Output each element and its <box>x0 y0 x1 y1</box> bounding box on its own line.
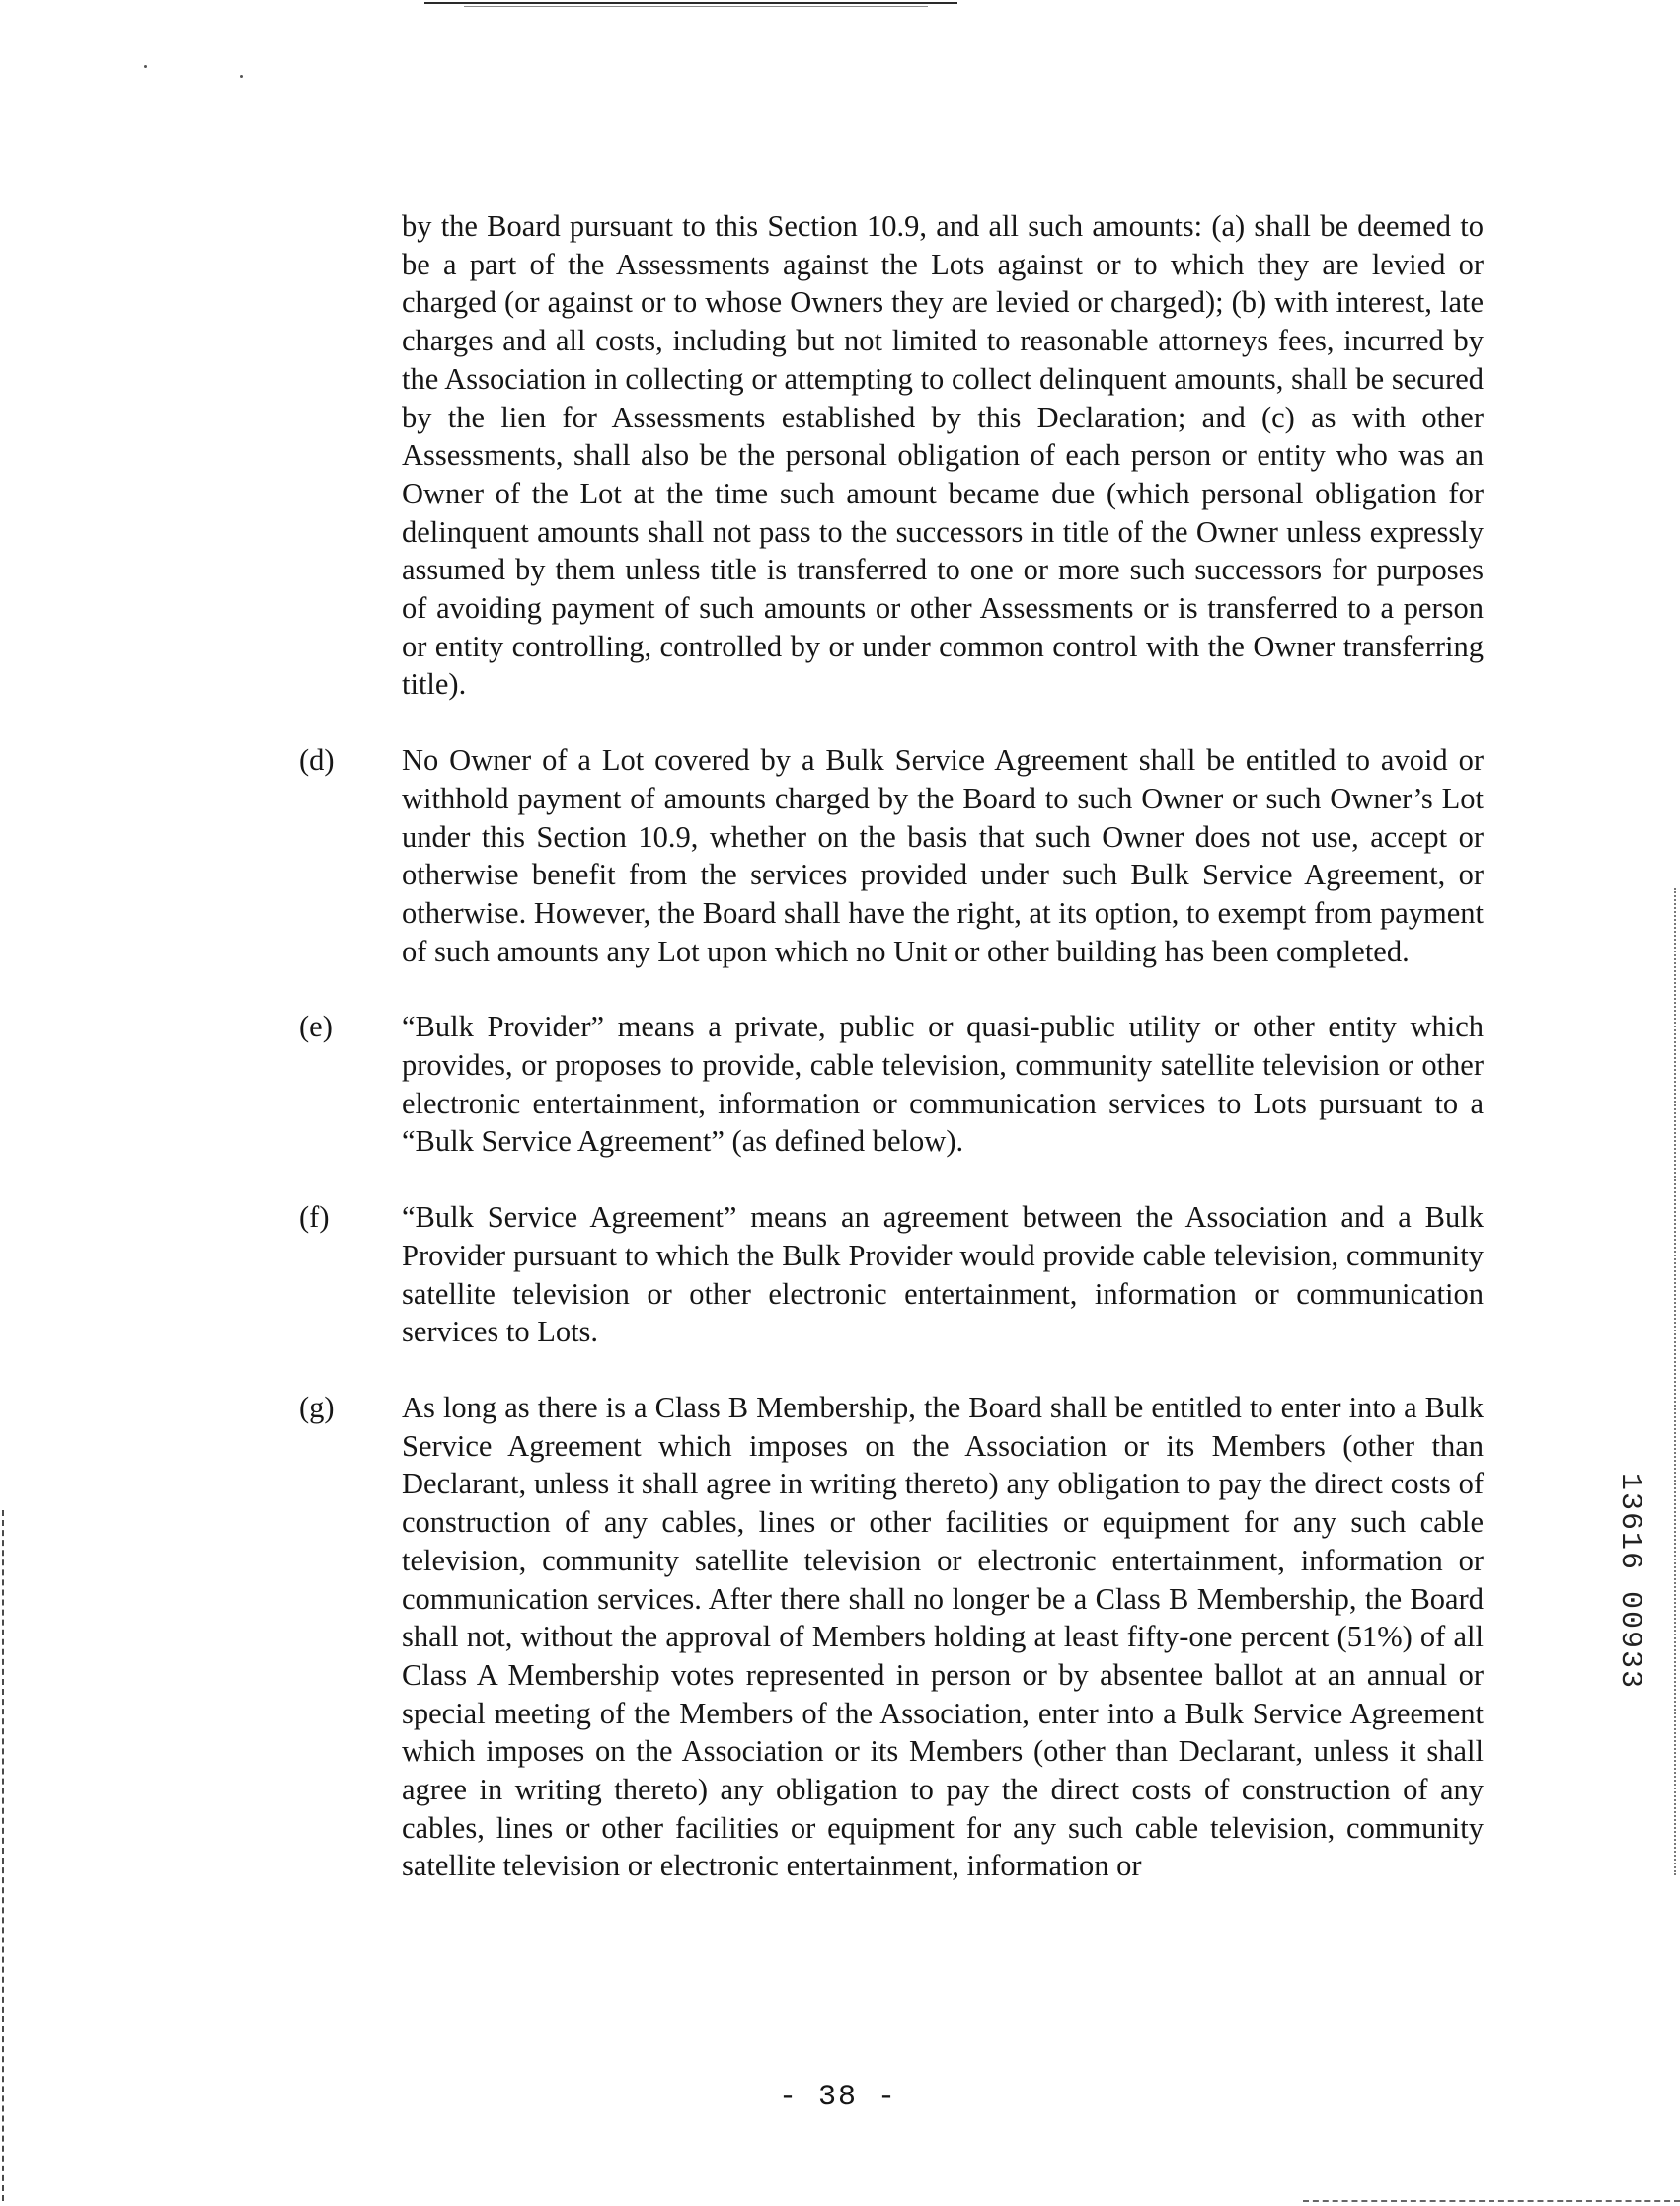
item-text: “Bulk Service Agreement” means an agreement between the Association and a Bulk Provider pursuant to which the Bulk Provider would provide cable television, community satellite television or other electronic entertainment, information or communication services to Lots. <box>402 1200 1484 1349</box>
item-text: As long as there is a Class B Membership, the Board shall be entitled to enter into a Bulk Service Agreement which imposes on the Association or its Members (other than Declarant, unless it shall agree in writing thereto) any obligation to pay the direct costs of construction of any cables, lines or other facilities or equipment for any such cable television, community satellite television or electronic entertainment, information or communication services. After there shall no longer be a Class B Membership, the Board shall not, without the approval of Members holding at least fifty-one percent (51%) of all Class A Membership votes represented in person or by absentee ballot at an annual or special meeting of the Members of the Association, enter into a Bulk Service Agreement which imposes on the Association or its Members (other than Declarant, unless it shall agree in writing thereto) any obligation to pay the direct costs of construction of any cables, lines or other facilities or equipment for any such cable television, community satellite television or electronic entertainment, information or <box>402 1390 1484 1883</box>
list-item-e <box>299 1008 1484 1161</box>
item-text: “Bulk Provider” means a private, public or quasi-public utility or other entity which provides, or proposes to provide, cable television, community satellite television or other electronic entertainment, information or communication services to Lots pursuant to a “Bulk Service Agreement” (as defined below). <box>402 1010 1484 1159</box>
margin-recording-stamp: 13616 00933 <box>1613 1473 1646 1691</box>
item-label: (e) <box>299 1010 333 1044</box>
list-item-f <box>299 1198 1484 1351</box>
item-text: No Owner of a Lot covered by a Bulk Service Agreement shall be entitled to avoid or withhold payment of amounts charged by the Board to such Owner or such Owner’s Lot under this Section 10.9, whether on the basis that such Owner does not use, accept or otherwise benefit from the services provided under such Bulk Service Agreement, or otherwise. However, the Board shall have the right, at its option, to exempt from payment of such amounts any Lot upon which no Unit or other building has been completed. <box>402 743 1484 968</box>
scan-artifact-bottom-line <box>1303 2200 1680 2203</box>
item-label: (d) <box>299 743 335 778</box>
scan-artifact-speck <box>144 65 147 68</box>
item-label: (f) <box>299 1200 330 1235</box>
document-body <box>299 207 1484 1885</box>
list-item-d <box>299 741 1484 970</box>
scan-artifact-top-line-thin <box>464 6 928 7</box>
scan-artifact-speck <box>240 75 243 78</box>
page-number: - 38 - <box>778 2081 898 2114</box>
scan-artifact-top-line <box>424 2 957 4</box>
list-item-g <box>299 1389 1484 1885</box>
item-label: (g) <box>299 1390 335 1424</box>
continuation-paragraph: by the Board pursuant to this Section 10.9, and all such amounts: (a) shall be deemed to be a part of the Assessments against the Lots against or to which they are levied or charged (or against or to whose Owners they are levied or charged); (b) with interest, late charges and all costs, including but not limited to reasonable attorneys fees, incurred by the Association in collecting or attempting to collect delinquent amounts, shall be secured by the lien for Assessments established by this Declaration; and (c) as with other Assessments, shall also be the personal obligation of each person or entity who was an Owner of the Lot at the time such amount became due (which personal obligation for delinquent amounts shall not pass to the successors in title of the Owner unless expressly assumed by them unless title is transferred to one or more such successors for purposes of avoiding payment of such amounts or other Assessments or is transferred to a person or entity controlling, controlled by or under common control with the Owner transferring title). <box>402 209 1484 702</box>
scan-artifact-right-rule <box>1674 888 1677 1875</box>
